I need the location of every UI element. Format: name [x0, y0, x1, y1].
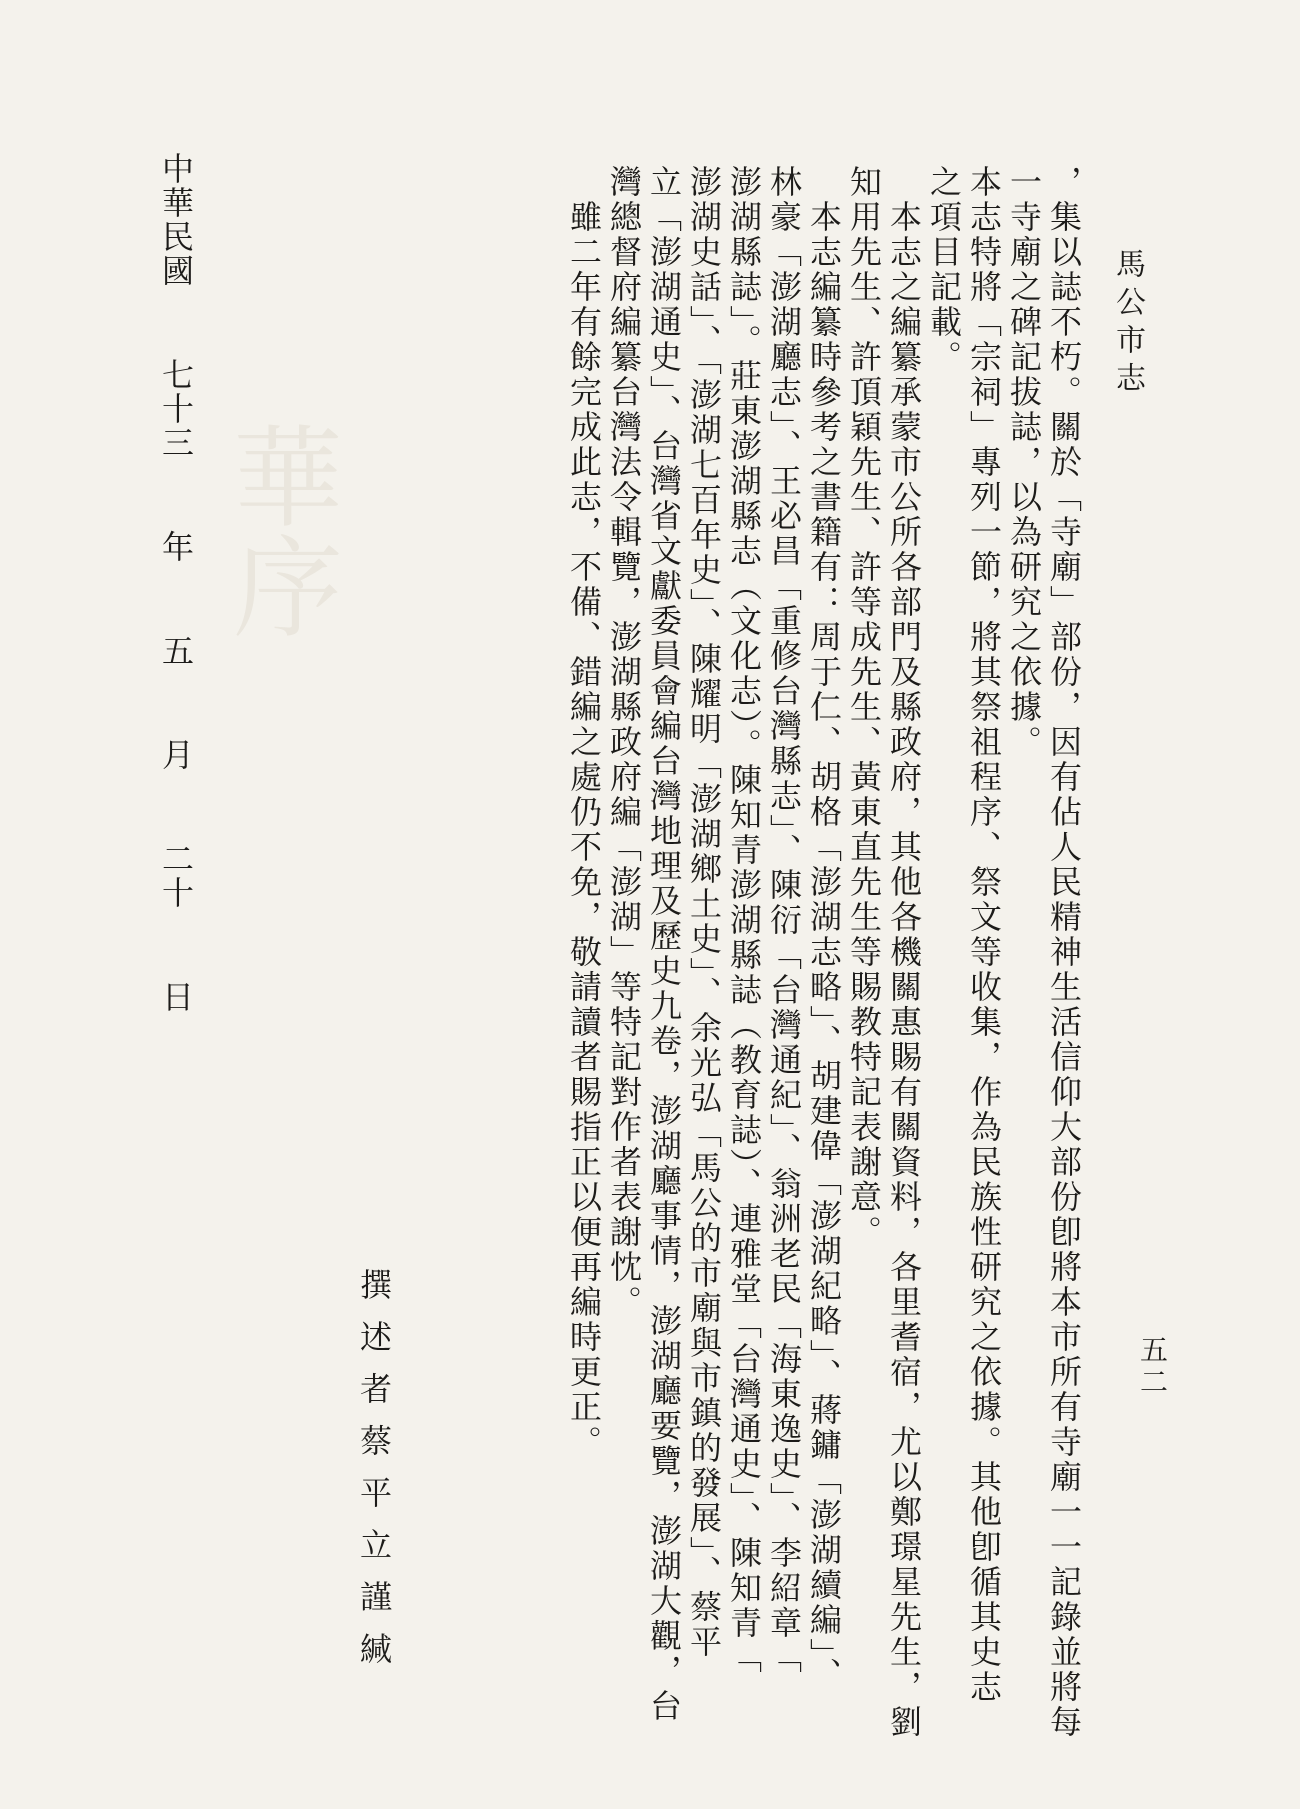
body-column: 之項目記載。 [925, 165, 963, 375]
body-column: ，集以誌不朽。關於「寺廟」部份，因有佔人民精神生活信仰大部份卽將本市所有寺廟一一記錄並將每 [1045, 165, 1083, 1740]
author-signature: 撰述者蔡平立謹緘 [355, 1268, 393, 1684]
body-column: 本志之編纂承蒙市公所各部門及縣政府，其他各機關惠賜有關資料，各里耆宿，尤以鄭璟星先生，劉 [885, 200, 923, 1740]
date-era: 中華民國 [157, 152, 195, 288]
page-number: 五二 [1136, 1335, 1169, 1399]
body-column: 本志編纂時參考之書籍有：周于仁、胡格「澎湖志略」、胡建偉「澎湖紀略」、蔣鏞「澎湖續編」、 [805, 200, 843, 1692]
body-column: 一寺廟之碑記拔誌，以為研究之依據。 [1005, 165, 1043, 760]
date-year-label: 年 [157, 530, 195, 564]
date-month-label: 月 [157, 738, 195, 772]
date-day: 二十 [157, 842, 195, 910]
body-column: 立「澎湖通史」、台灣省文獻委員會編台灣地理及歷史九卷，澎湖廳事情，澎湖廳要覽，澎湖大觀，台 [645, 165, 683, 1724]
body-column: 本志特將「宗祠」專列一節，將其祭祖程序、祭文等收集，作為民族性研究之依據。其他卽循其史志 [965, 165, 1003, 1705]
date-year: 七十三 [157, 358, 195, 460]
publication-date [157, 152, 195, 1014]
body-column: 澎湖縣誌」。莊東澎湖縣志（文化志）。陳知青澎湖縣誌（教育誌）、連雅堂「台灣通史」、陳知青「 [725, 165, 763, 1676]
date-month: 五 [157, 634, 195, 668]
body-column: 澎湖史話」、「澎湖七百年史」、陳耀明「澎湖鄉土史」、余光弘「馬公的市廟與市鎮的發展」、蔡平 [685, 165, 723, 1660]
bleed-through-mark: 華序 [215, 420, 343, 640]
body-column: 知用先生、許頂穎先生、許等成先生、黃東直先生等賜教特記表謝意。 [845, 165, 883, 1250]
body-column: 林豪「澎湖廳志」、王必昌「重修台灣縣志」、陳衍「台灣通紀」、翁洲老民「海東逸史」、李紹章「 [765, 165, 803, 1676]
body-column: 灣總督府編纂台灣法令輯覽，澎湖縣政府編「澎湖」等特記對作者表謝忱。 [605, 165, 643, 1320]
page-header-title: 馬公市志 [1110, 248, 1145, 400]
body-column: 雖二年有餘完成此志，不備、錯編之處仍不免，敬請讀者賜指正以便再編時更正。 [565, 200, 603, 1460]
date-day-label: 日 [157, 980, 195, 1014]
